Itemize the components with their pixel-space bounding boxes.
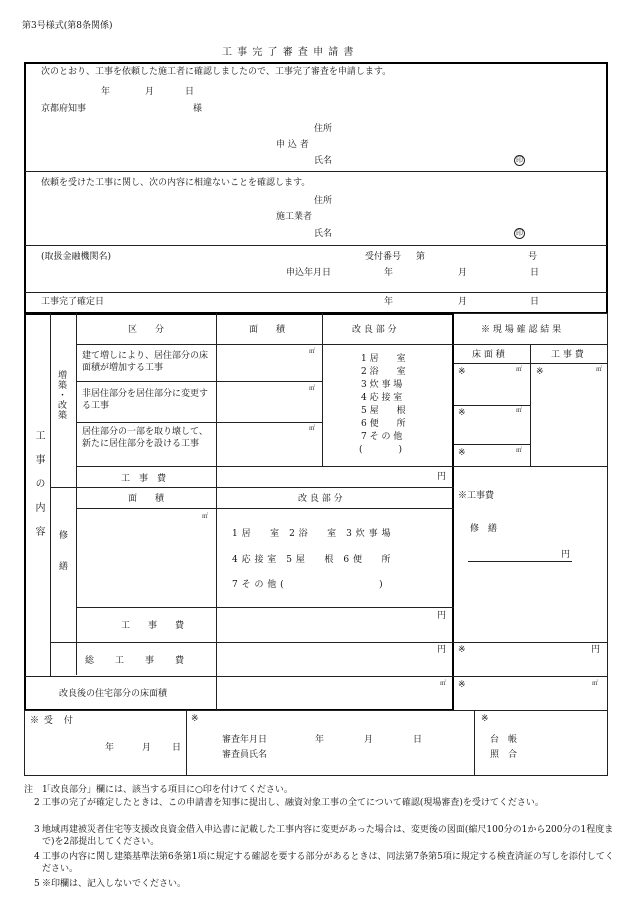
m2-unit: ㎡ bbox=[309, 425, 316, 432]
repair-cost-label: 工 事 費 bbox=[121, 621, 185, 631]
note-num-4: 4 bbox=[34, 852, 40, 862]
m2-unit: ㎡ bbox=[516, 447, 523, 454]
asterisk: ※ bbox=[458, 448, 466, 458]
asterisk: ※ bbox=[458, 645, 466, 655]
note-4: 工事の内容に関し建築基準法第6条第1項に規定する確認を要する部分があるときは、同法第7条第5項に規定する検査済証の写しを添付してください。 bbox=[42, 852, 614, 874]
asterisk: ※ bbox=[458, 367, 466, 377]
repair-onsite-label: ※工事費 bbox=[458, 491, 495, 501]
total-cost-label: 総 工 事 費 bbox=[85, 656, 186, 666]
col-parts: 改 良 部 分 bbox=[352, 325, 397, 335]
asterisk: ※ bbox=[191, 714, 199, 724]
page-title: 工 事 完 了 審 査 申 請 書 bbox=[222, 47, 355, 58]
note-3: 地域再建被災者住宅等支援改良資金借入申込書に記載した工事内容に変更があった場合は、変更後の図面(縮尺100分の1から200分の1程度まで)を2部提出してください。 bbox=[42, 825, 614, 847]
col-area: 面 積 bbox=[249, 325, 286, 335]
receipt-no: 第 bbox=[416, 252, 426, 262]
divider bbox=[25, 292, 607, 293]
completion-year: 年 bbox=[384, 297, 394, 307]
parts-item-other: ( ) bbox=[359, 445, 403, 455]
ledger-label: 台 帳 bbox=[490, 735, 518, 745]
receipt-go: 号 bbox=[528, 252, 538, 262]
note-1: 「改良部分」欄には、該当する項目に○印を付けてください。 bbox=[42, 785, 293, 795]
completion-label: 工事完了確定日 bbox=[41, 297, 105, 307]
after-floor-label: 改良後の住宅部分の床面積 bbox=[59, 689, 168, 699]
apply-date-label: 申込年月日 bbox=[286, 268, 332, 278]
applicant-seal: 印 bbox=[516, 156, 523, 164]
completion-day: 日 bbox=[530, 297, 540, 307]
m2-unit: ㎡ bbox=[309, 348, 316, 355]
parts-item-1: 1 居 室 bbox=[361, 354, 406, 364]
repair-onsite-sub: 修 繕 bbox=[470, 524, 498, 534]
ext-row-3: 居住部分の一部を取り壊して、新たに居住部分を設ける工事 bbox=[82, 427, 208, 450]
ext-cost-label: 工 事 費 bbox=[121, 474, 167, 484]
reviewer-label: 審査員氏名 bbox=[222, 750, 268, 760]
asterisk: ※ bbox=[481, 714, 489, 724]
applicant-role-label: 申 込 者 bbox=[276, 140, 309, 150]
completion-month: 月 bbox=[458, 297, 468, 307]
yen-unit: 円 bbox=[437, 472, 447, 482]
repair-parts-line2: 4 応 接 室 5 屋 根 6 便 所 bbox=[232, 555, 391, 565]
m2-unit: ㎡ bbox=[309, 385, 316, 392]
honorific: 様 bbox=[193, 104, 203, 114]
applicant-name-label: 氏名 bbox=[314, 156, 333, 166]
repair-label: 修繕 bbox=[57, 530, 67, 592]
apply-day: 日 bbox=[530, 268, 540, 278]
review-month: 月 bbox=[364, 735, 374, 745]
divider bbox=[25, 245, 607, 246]
parts-item-5: 5 屋 根 bbox=[361, 406, 406, 416]
applicant-date-year: 年 bbox=[101, 87, 111, 97]
extension-label: 増築・改築 bbox=[56, 370, 66, 420]
content-side-label: 工事の内容 bbox=[33, 430, 44, 550]
bank-label: (取扱金融機関名) bbox=[41, 252, 112, 262]
m2-unit: ㎡ bbox=[516, 407, 523, 414]
parts-item-4: 4 応 接 室 bbox=[361, 393, 403, 403]
review-date-label: 審査年月日 bbox=[222, 735, 268, 745]
asterisk: ※ bbox=[458, 680, 466, 690]
yen-unit: 円 bbox=[561, 550, 571, 560]
repair-area-header: 面 積 bbox=[128, 494, 165, 504]
yen-unit: 円 bbox=[591, 645, 601, 655]
col-onsite: ※ 現 場 確 認 結 果 bbox=[481, 325, 562, 335]
review-year: 年 bbox=[315, 735, 325, 745]
footer-day: 日 bbox=[172, 743, 182, 753]
apply-year: 年 bbox=[384, 268, 394, 278]
m2-unit: ㎡ bbox=[202, 513, 209, 520]
asterisk: ※ bbox=[536, 367, 544, 377]
applicant-date-month: 月 bbox=[145, 87, 155, 97]
col-kubun: 区 分 bbox=[128, 325, 165, 335]
addressee: 京都府知事 bbox=[41, 104, 87, 114]
note-num-2: 2 bbox=[34, 798, 40, 808]
note-num-1: 注 1 bbox=[24, 785, 48, 795]
check-label: 照 合 bbox=[490, 750, 518, 760]
col-cost: 工 事 費 bbox=[551, 350, 584, 360]
form-number: 第3号様式(第8条関係) bbox=[22, 21, 113, 31]
parts-item-2: 2 浴 室 bbox=[361, 367, 406, 377]
contractor-name-label: 氏名 bbox=[314, 229, 333, 239]
contractor-intro: 依頼を受けた工事に関し、次の内容に相違ないことを確認します。 bbox=[41, 178, 311, 188]
yen-unit: 円 bbox=[437, 645, 447, 655]
col-floor-area: 床 面 積 bbox=[472, 350, 505, 360]
m2-unit: ㎡ bbox=[592, 680, 599, 687]
repair-parts-header: 改 良 部 分 bbox=[298, 494, 343, 504]
ext-row-1: 建て増しにより、居住部分の床面積が増加する工事 bbox=[82, 351, 209, 374]
repair-parts-line1: 1 居 室 2 浴 室 3 炊 事 場 bbox=[232, 529, 391, 539]
m2-unit: ㎡ bbox=[596, 366, 603, 373]
asterisk: ※ bbox=[458, 408, 466, 418]
receipt-stamp-label: ※ 受 付 bbox=[30, 716, 74, 726]
parts-item-7: 7 そ の 他 bbox=[361, 432, 403, 442]
m2-unit: ㎡ bbox=[440, 680, 447, 687]
note-num-3: 3 bbox=[34, 825, 40, 835]
footer-year: 年 bbox=[105, 743, 115, 753]
applicant-intro: 次のとおり、工事を依頼した施工者に確認しましたので、工事完了審査を申請します。 bbox=[41, 67, 392, 77]
applicant-date-day: 日 bbox=[185, 87, 195, 97]
yen-unit: 円 bbox=[437, 611, 447, 621]
apply-month: 月 bbox=[458, 268, 468, 278]
divider bbox=[25, 171, 607, 172]
contractor-role-label: 施工業者 bbox=[276, 212, 313, 222]
contractor-address-label: 住所 bbox=[314, 196, 333, 206]
note-num-5: 5 bbox=[34, 879, 40, 889]
m2-unit: ㎡ bbox=[516, 366, 523, 373]
footer-month: 月 bbox=[142, 743, 152, 753]
receipt-label: 受付番号 bbox=[365, 252, 402, 262]
applicant-address-label: 住所 bbox=[314, 124, 333, 134]
ext-row-2: 非居住部分を居住部分に変更する工事 bbox=[82, 389, 209, 412]
repair-parts-line3: 7 そ の 他 ( ) bbox=[232, 580, 384, 590]
note-2: 工事の完了が確定したときは、この申請書を知事に提出し、融資対象工事の全てについて確認(現場審査)を受けてください。 bbox=[42, 798, 544, 808]
parts-item-6: 6 便 所 bbox=[361, 419, 406, 429]
contractor-seal: 印 bbox=[516, 229, 523, 237]
parts-item-3: 3 炊 事 場 bbox=[361, 380, 403, 390]
note-5: ※印欄は、記入しないでください。 bbox=[42, 879, 187, 889]
review-day: 日 bbox=[413, 735, 423, 745]
